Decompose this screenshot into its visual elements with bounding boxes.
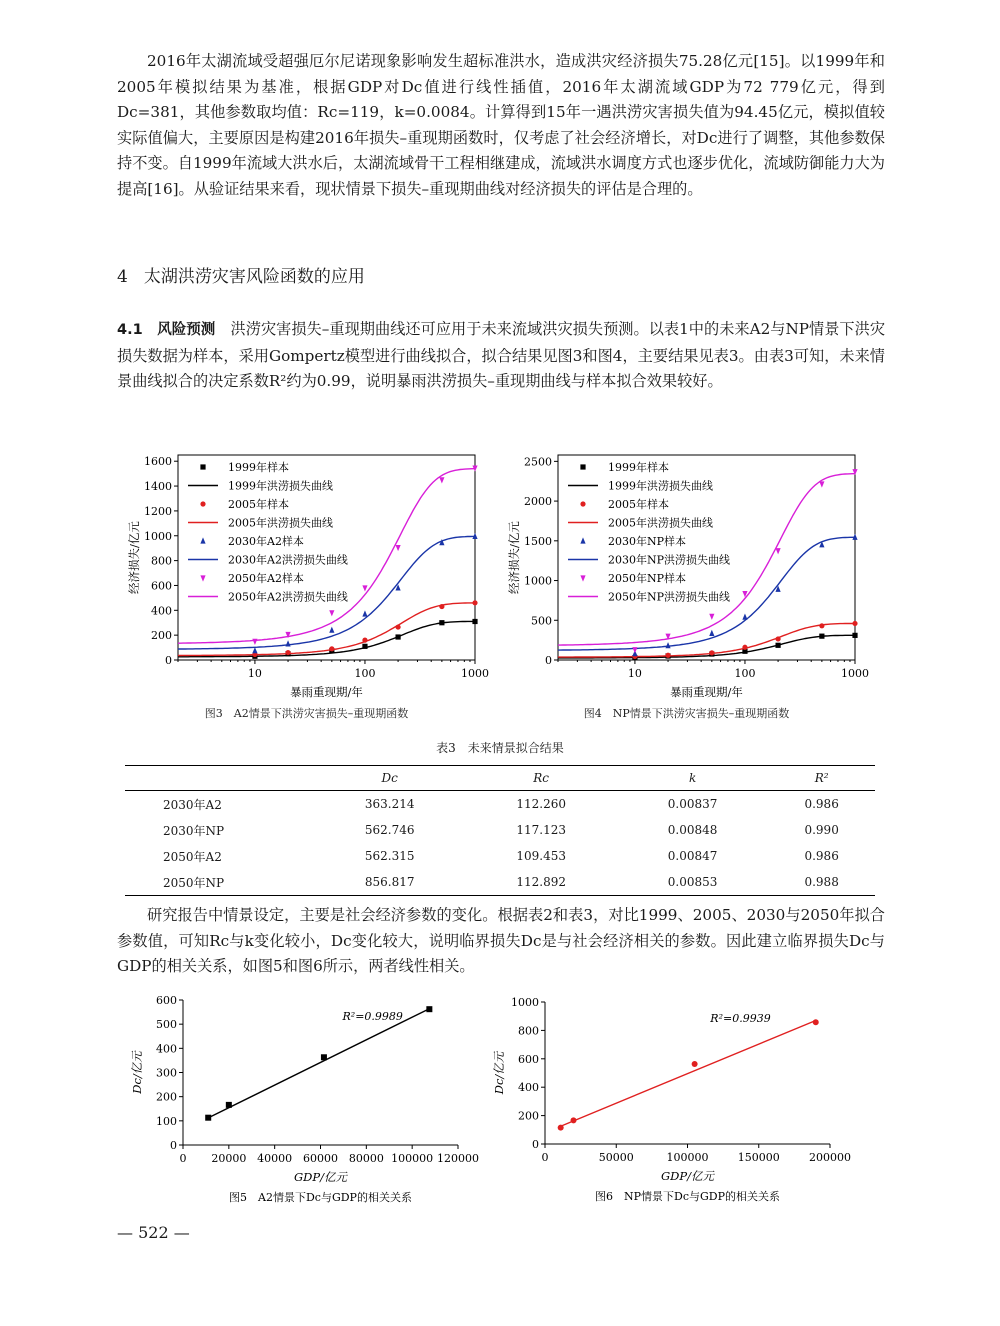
x-tick-label: 50000	[598, 1151, 634, 1164]
legend-label: 2005年洪涝损失曲线	[228, 516, 333, 530]
figure-caption: 图3 A2情景下洪涝灾害损失–重现期函数	[204, 707, 409, 720]
table-cell: 112.892	[465, 869, 616, 896]
figure-6-chart	[490, 990, 870, 1215]
table-header-cell: R²	[768, 766, 875, 791]
table-cell: 0.986	[804, 849, 839, 863]
data-point-circle	[692, 1061, 698, 1067]
table-header-cell: k	[617, 766, 768, 791]
table-cell: 2050年NP	[125, 869, 314, 896]
data-point-triangle-down	[819, 481, 824, 487]
table-cell: 2050年A2	[163, 849, 222, 864]
data-point-triangle-down	[200, 575, 205, 581]
table-cell: 112.260	[516, 797, 566, 811]
section-title: 太湖洪涝灾害风险函数的应用	[143, 267, 365, 287]
data-point-triangle-down	[709, 614, 714, 620]
x-tick-label: 0	[179, 1152, 187, 1165]
legend-label: 2050年A2样本	[228, 572, 304, 585]
data-point-circle	[558, 1125, 564, 1131]
table-cell: 0.988	[768, 869, 875, 896]
data-point-square	[226, 1102, 232, 1108]
legend-label: 2005年样本	[228, 498, 289, 511]
x-tick-label: 60000	[303, 1152, 338, 1165]
y-tick-label: 500	[156, 1018, 177, 1032]
data-point-triangle	[362, 610, 367, 616]
legend-label: 2050年A2洪涝损失曲线	[228, 590, 348, 604]
series-curve	[178, 621, 475, 656]
table-cell: 0.00847	[667, 849, 718, 863]
table-cell: 2030年A2	[163, 797, 222, 812]
y-tick-label: 1000	[144, 529, 172, 543]
table-cell: 117.123	[516, 823, 566, 837]
page-number: — 522 —	[117, 1223, 190, 1242]
data-point-triangle-down	[329, 610, 334, 616]
r-squared-annotation: R²=0.9939	[710, 1012, 771, 1025]
y-axis-label: 经济损失/亿元	[127, 521, 141, 594]
x-tick-label: 100	[354, 667, 376, 680]
y-tick-label: 0	[532, 1138, 539, 1151]
table-row	[125, 843, 875, 869]
data-point-circle	[580, 501, 585, 506]
figure-4-chart	[500, 445, 880, 725]
table-caption: 表3 未来情景拟合结果	[436, 741, 564, 755]
legend-label: 1999年样本	[608, 461, 669, 474]
x-tick-label: 10	[247, 667, 262, 680]
figure-caption: 图4 NP情景下洪涝灾害损失–重现期函数	[583, 707, 790, 720]
y-tick-label: 300	[156, 1066, 177, 1080]
legend-label: 2005年洪涝损失曲线	[608, 516, 713, 530]
table-header-cell: Rc	[465, 766, 616, 791]
data-point-triangle-down	[580, 575, 585, 581]
section-heading	[117, 262, 365, 287]
data-point-triangle-down	[395, 545, 400, 551]
data-point-triangle	[580, 537, 585, 543]
table-cell: 856.817	[314, 869, 465, 896]
table-cell: 0.00853	[617, 869, 768, 896]
x-tick-label: 10	[627, 667, 642, 680]
y-tick-label: 600	[518, 1052, 539, 1066]
data-point-square	[200, 464, 205, 469]
y-tick-label: 0	[170, 1139, 177, 1152]
y-tick-label: 600	[151, 579, 172, 593]
y-tick-label: 0	[165, 654, 172, 667]
table-row	[125, 869, 875, 896]
x-tick-label: 20000	[211, 1152, 247, 1165]
x-tick-label: 100	[734, 667, 756, 680]
legend-label: 2050年NP洪涝损失曲线	[608, 590, 731, 604]
figure-caption: 图5 A2情景下Dc与GDP的相关关系	[229, 1191, 412, 1204]
legend-label: 2030年NP样本	[608, 535, 687, 548]
y-tick-label: 0	[545, 654, 552, 667]
y-tick-label: 400	[151, 604, 172, 618]
x-tick-label: 120000	[437, 1152, 479, 1165]
y-tick-label: 800	[151, 554, 172, 568]
x-tick-label: 100000	[666, 1151, 709, 1164]
figure-5-chart	[120, 990, 490, 1215]
y-tick-label: 1000	[524, 574, 552, 588]
table-cell: 0.00848	[667, 823, 718, 837]
table-cell: 0.990	[804, 823, 839, 837]
subsection-title: 4.1 风险预测	[117, 322, 216, 338]
data-point-circle	[571, 1117, 577, 1123]
data-point-triangle-down	[362, 585, 367, 591]
data-point-triangle-down	[632, 647, 637, 653]
table-cell: 0.986	[804, 797, 839, 811]
table-cell: 2030年NP	[163, 823, 225, 838]
legend-label: 1999年洪涝损失曲线	[228, 479, 333, 493]
y-tick-label: 1200	[144, 504, 172, 518]
table-row	[125, 817, 875, 843]
y-tick-label: 1400	[144, 480, 172, 494]
x-tick-label: 1000	[461, 667, 489, 680]
table-cell: 562.315	[364, 849, 415, 863]
table-header-cell	[125, 766, 314, 791]
y-tick-label: 400	[518, 1081, 539, 1095]
x-tick-label: 0	[541, 1151, 549, 1164]
data-point-triangle	[709, 630, 714, 636]
y-tick-label: 200	[151, 629, 172, 643]
data-point-square	[580, 464, 585, 469]
x-axis-label: 暴雨重现期/年	[290, 685, 363, 699]
y-tick-label: 200	[518, 1109, 539, 1123]
r-squared-annotation: R²=0.9989	[342, 1010, 403, 1023]
y-tick-label: 2500	[524, 455, 552, 469]
y-tick-label: 1000	[511, 996, 539, 1009]
paragraph-risk-prediction-text: 洪涝灾害损失–重现期曲线还可应用于未来流域洪灾损失预测。以表1中的未来A2与NP情景下洪灾损失数据为样本，采用Gompertz模型进行曲线拟合，拟合结果见图3和图4，主要结果见表3。由表3可知，未来情景曲线拟合的决定系数R²约为0.99，说明暴雨洪涝损失–重现期曲线与样本拟合效果较好。	[117, 320, 886, 390]
legend-label: 2005年样本	[608, 498, 669, 511]
x-axis-label: GDP/亿元	[660, 1169, 715, 1183]
y-tick-label: 500	[531, 614, 552, 628]
data-point-square	[205, 1115, 211, 1121]
legend-label: 2050年NP样本	[608, 572, 687, 585]
data-point-circle	[813, 1019, 819, 1025]
table-cell: 363.214	[364, 797, 415, 811]
data-point-circle	[200, 501, 205, 506]
legend-label: 1999年洪涝损失曲线	[608, 479, 713, 493]
x-axis-label: 暴雨重现期/年	[670, 685, 743, 699]
y-tick-label: 600	[156, 994, 177, 1007]
legend-label: 1999年样本	[228, 461, 289, 474]
legend-label: 2030年A2洪涝损失曲线	[228, 553, 348, 567]
data-point-square	[321, 1054, 327, 1060]
data-point-triangle	[665, 642, 670, 648]
data-point-triangle	[200, 537, 205, 543]
y-tick-label: 1600	[144, 455, 172, 469]
x-tick-label: 80000	[348, 1152, 384, 1165]
results-table	[125, 765, 875, 896]
y-tick-label: 100	[156, 1114, 177, 1128]
paragraph-risk-prediction	[117, 317, 885, 395]
paragraph-validation: 2016年太湖流域受超强厄尔尼诺现象影响发生超标准洪水，造成洪灾经济损失75.28亿元[15]。以1999年和2005年模拟结果为基准，根据GDP对Dc值进行线性插值，2016年太湖流域GDP为72 779亿元，得到Dc=381，其他参数取均值：Rc=119，k=0.0084。计算得到15年一遇洪涝灾害损失值为94.45亿元，模拟值较实际值偏大，主要原因是构建2016年损失–重现期函数时，仅考虑了社会经济增长，对Dc进行了调整，其他参数保持不变。自1999年流域大洪水后，太湖流域骨干工程相继建成，流域洪水调度方式也逐步优化，流域防御能力大为提高[16]。从验证结果来看，现状情景下损失–重现期曲线对经济损失的评估是合理的。	[117, 52, 885, 198]
table-cell: 562.746	[364, 823, 415, 837]
y-tick-label: 2000	[524, 495, 552, 509]
y-axis-label: Dc/亿元	[492, 1051, 506, 1095]
y-tick-label: 200	[156, 1090, 177, 1104]
y-axis-label: Dc/亿元	[130, 1051, 144, 1094]
x-tick-label: 200000	[809, 1151, 851, 1164]
x-tick-label: 150000	[737, 1151, 780, 1164]
paragraph-scenario: 研究报告中情景设定，主要是社会经济参数的变化。根据表2和表3，对比1999、2005、2030与2050年拟合参数值，可知Rc与k变化较小，Dc变化较大，说明临界损失Dc是与社会经济相关的参数。因此建立临界损失Dc与GDP的相关关系，如图5和图6所示，两者线性相关。	[117, 906, 885, 975]
y-tick-label: 1500	[524, 534, 552, 548]
fit-line	[208, 1009, 429, 1118]
data-point-triangle	[329, 627, 334, 633]
table-header-cell: Dc	[314, 766, 465, 791]
table-cell: 109.453	[516, 849, 566, 863]
x-tick-label: 100000	[391, 1152, 434, 1165]
y-axis-label: 经济损失/亿元	[507, 521, 521, 594]
legend-label: 2030年NP洪涝损失曲线	[608, 553, 731, 567]
x-tick-label: 40000	[257, 1152, 293, 1165]
x-tick-label: 1000	[841, 667, 869, 680]
fit-line	[561, 1020, 816, 1126]
table-row	[125, 791, 875, 818]
legend-label: 2030年A2样本	[228, 535, 304, 548]
section-number: 4	[117, 267, 128, 287]
figure-caption: 图6 NP情景下Dc与GDP的相关关系	[594, 1190, 781, 1203]
series-curve	[178, 603, 475, 656]
y-tick-label: 400	[156, 1042, 177, 1056]
x-axis-label: GDP/亿元	[293, 1170, 348, 1184]
figure-3-chart	[120, 445, 500, 725]
table-cell: 0.00837	[667, 797, 718, 811]
y-tick-label: 800	[518, 1024, 539, 1038]
data-point-triangle-down	[439, 477, 444, 483]
data-point-square	[426, 1006, 432, 1012]
data-point-triangle-down	[775, 548, 780, 554]
